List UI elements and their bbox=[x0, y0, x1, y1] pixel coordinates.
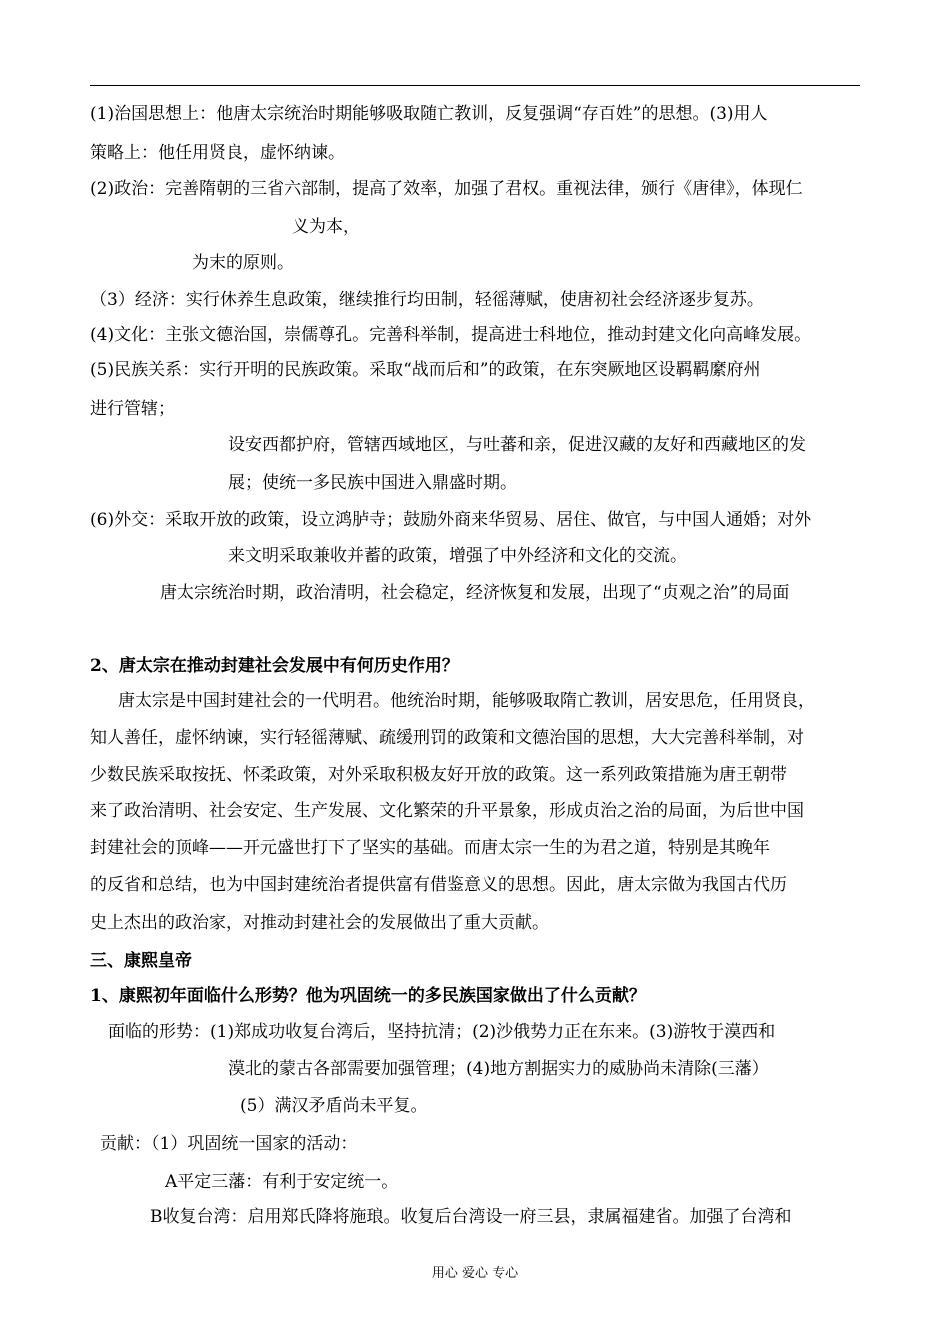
text-line: （3）经济：实行休养生息政策，继续推行均田制，轻徭薄赋，使唐初社会经济逐步复苏。 bbox=[90, 290, 764, 310]
text-line: 少数民族采取按抚、怀柔政策，对外采取积极友好开放的政策。这一系列政策措施为唐王朝带 bbox=[90, 765, 787, 785]
text-line: 设安西都护府，管辖西域地区，与吐蕃和亲，促进汉藏的友好和西藏地区的发 bbox=[228, 435, 806, 455]
text-line: 知人善任，虚怀纳谏，实行轻徭薄赋、疏缓刑罚的政策和文德治国的思想，大大完善科举制，对 bbox=[90, 728, 804, 748]
text-line: (4)文化：主张文德治国，崇儒尊孔。完善科举制，提高进士科地位，推动封建文化向高峰发展。 bbox=[90, 325, 812, 345]
text-line: 为末的原则。 bbox=[192, 253, 294, 273]
text-line: (5）满汉矛盾尚未平复。 bbox=[240, 1096, 428, 1116]
text-line: 唐太宗统治时期，政治清明，社会稳定，经济恢复和发展，出现了“贞观之治”的局面 bbox=[160, 583, 790, 603]
text-line: 封建社会的顶峰——开元盛世打下了坚实的基础。而唐太宗一生的为君之道，特别是其晚年 bbox=[90, 838, 770, 858]
text-line: 漠北的蒙古各部需要加强管理；(4)地方割据实力的威胁尚未清除(三藩） bbox=[228, 1059, 769, 1079]
text-line: (5)民族关系：实行开明的民族政策。采取“战而后和”的政策，在东突厥地区设羁羁縻府州 bbox=[90, 360, 761, 380]
text-line: (6)外交：采取开放的政策，设立鸿胪寺；鼓励外商来华贸易、居住、做官，与中国人通婚；对外 bbox=[90, 510, 812, 530]
page-footer: 用心 爱心 专心 bbox=[431, 1266, 519, 1281]
text-line: 史上杰出的政治家，对推动封建社会的发展做出了重大贡献。 bbox=[90, 913, 549, 933]
text-line: 贡献：（1）巩固统一国家的活动： bbox=[100, 1134, 358, 1154]
header-rule bbox=[90, 85, 860, 86]
text-line: 的反省和总结，也为中国封建统治者提供富有借鉴意义的思想。因此，唐太宗做为我国古代历 bbox=[90, 875, 787, 895]
text-line: B收复台湾：启用郑氏降将施琅。收复后台湾设一府三县，隶属福建省。加强了台湾和 bbox=[150, 1207, 792, 1227]
question-heading: 1、康熙初年面临什么形势？他为巩固统一的多民族国家做出了什么贡献？ bbox=[90, 986, 646, 1006]
text-line: 义为本， bbox=[292, 217, 360, 237]
text-line: 来了政治清明、社会安定、生产发展、文化繁荣的升平景象，形成贞治之治的局面，为后世中国 bbox=[90, 801, 804, 821]
text-line: 来文明采取兼收并蓄的政策，增强了中外经济和文化的交流。 bbox=[228, 546, 687, 566]
question-heading: 2、唐太宗在推动封建社会发展中有何历史作用？ bbox=[90, 656, 459, 676]
text-line: 面临的形势：(1)郑成功收复台湾后，坚持抗清；(2)沙俄势力正在东来。(3)游牧于漠西和 bbox=[108, 1022, 776, 1042]
text-line: 策略上：他任用贤良，虚怀纳谏。 bbox=[90, 143, 345, 163]
text-line: 进行管辖； bbox=[90, 399, 175, 419]
text-line: (1)治国思想上：他唐太宗统治时期能够吸取随亡教训，反复强调“存百姓”的思想。(3)用人 bbox=[90, 104, 768, 124]
text-line: A平定三藩：有利于安定统一。 bbox=[165, 1172, 399, 1192]
text-line: 展；使统一多民族中国进入鼎盛时期。 bbox=[228, 473, 517, 493]
section-heading: 三、康熙皇帝 bbox=[90, 951, 192, 971]
text-line: (2)政治：完善隋朝的三省六部制，提高了效率，加强了君权。重视法律，颁行《唐律》，体现仁 bbox=[90, 179, 803, 199]
text-line: 唐太宗是中国封建社会的一代明君。他统治时期，能够吸取隋亡教训，居安思危，任用贤良， bbox=[118, 691, 815, 711]
